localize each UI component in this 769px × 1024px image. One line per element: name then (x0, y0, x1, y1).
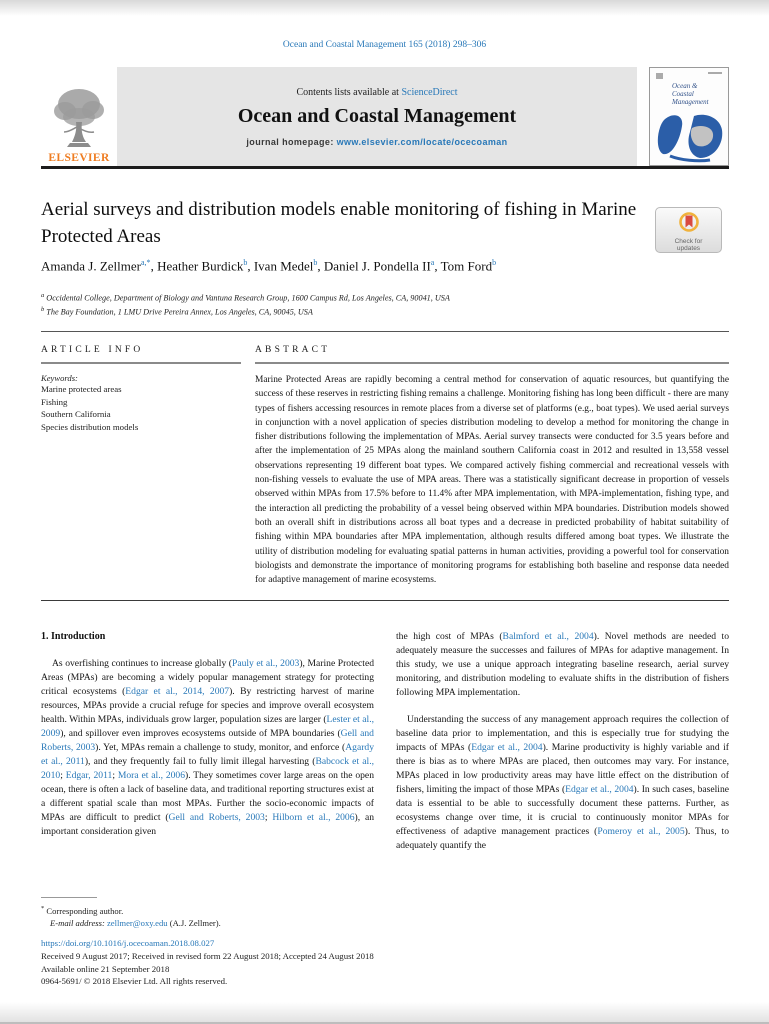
body-column-right (396, 630, 729, 853)
affiliation-line: $^a$ Occidental College, Department of Biology and Vantuna Research Group, 1600 Campus Rd, Los Angeles, CA, 90041, USA (41, 292, 450, 303)
svg-text:Ocean &: Ocean & (672, 82, 698, 90)
email-link[interactable]: zellmer@oxy.edu (106, 917, 168, 928)
author-name[interactable]: Daniel J. Pondella II (323, 258, 431, 274)
sciencedirect-link[interactable]: ScienceDirect (401, 86, 458, 98)
article-info-heading-rule (41, 362, 241, 364)
doi-link[interactable]: https://doi.org/10.1016/j.ocecoaman.2018.08.027 (41, 938, 215, 948)
footnote-rule (41, 897, 97, 898)
footnote-marker: * (41, 905, 45, 912)
check-updates-label (656, 238, 721, 252)
journal-title: Ocean and Coastal Management (237, 104, 517, 127)
email-label: E-mail address: (50, 917, 105, 928)
abstract-bottom-rule (41, 600, 729, 601)
page-top-shadow (0, 0, 769, 16)
abstract-heading-rule (255, 362, 729, 364)
check-for-updates-badge[interactable] (655, 207, 722, 253)
footnote-line1 (41, 903, 374, 917)
keyword-item: Southern California (41, 409, 111, 419)
contents-line (296, 87, 457, 98)
check-updates-icon (678, 211, 700, 233)
author-affiliation-sup: b (243, 258, 248, 267)
keyword-item: Fishing (41, 396, 68, 407)
citation-link[interactable]: Edgar et al., 2004 (471, 742, 543, 753)
citation-link[interactable]: Gell and Roberts, 2003 (168, 812, 265, 823)
citation-link[interactable]: Agardy et al., 2011 (41, 742, 374, 767)
citation-link[interactable]: Balmford et al., 2004 (502, 631, 594, 642)
citation-link[interactable]: Gell and Roberts, 2003 (41, 728, 374, 753)
elsevier-tree-icon (50, 86, 108, 152)
abstract-text: Marine Protected Areas are rapidly becoming a central method for conservation of aquatic resources, but quantifying the success of these reserves in restricting fishing remains a challenge. Monitoring fishing has long been difficult - there are many types of fishers accessing resources in remote places from a diverse set of platforms (e.g., boat types). We used aerial surveys in conjunction with a novel application of species distribution modeling to develop a method for monitoring the change in fisher distributions following the implementation of MPAs. Aerial survey transects were conducted for 3.5 years before and after the implementation of 25 MPAs along the mainland southern California coast in 2012 and resulted in 13,558 vessel observations representing 19 different boat types. We compared actively fishing commercial and recreational vessels with non-fishing vessels to evaluate the use of MPA areas. There was a statistically significant decrease in proportion of vessels observed within MPAs from 17.5% before to 11.4% after MPA implementation, with MPA-implementation, fishing type, and the interaction all predicting the probability of a vessel being observed within MPA boundaries. Distribution models showed both an overall shift in distributions across all boat types and a decrease in predicted probability of habitat suitability of fishing within MPA boundaries after MPA implementation, although results differed among boat types. We illustrate the utility of distribution modeling for evaluating spatial patterns in human activities, providing a powerful tool for conservation biologists and demonstrate the importance of monitoring programs for establishing both baseline and response data needed for adaptive management of marine ecosystems. (255, 375, 729, 586)
citation-link[interactable]: Edgar, 2011 (65, 770, 113, 781)
email-suffix: (A.J. Zellmer). (167, 917, 221, 928)
keyword-item: Marine protected areas (41, 384, 122, 394)
journal-banner (41, 67, 729, 166)
article-info-heading: ARTICLE INFO (41, 345, 144, 355)
svg-text:Coastal: Coastal (672, 90, 694, 98)
section-heading-introduction: 1. Introduction (41, 631, 106, 642)
info-abstract-block (41, 345, 729, 587)
abstract-column (255, 345, 729, 587)
received-dates: Received 9 August 2017; Received in revised form 22 August 2018; Accepted 24 August 2018 (41, 951, 374, 962)
citation-link[interactable]: Mora et al., 2006 (117, 770, 186, 781)
elsevier-logo[interactable] (41, 67, 117, 166)
citation-link[interactable]: Pauly et al., 2003 (232, 658, 300, 669)
affiliation-sup: b (41, 306, 45, 314)
keywords-list (41, 383, 241, 433)
author-affiliation-sup: a,* (141, 258, 151, 267)
issn-copyright: 0964-5691/ © 2018 Elsevier Ltd. All rights reserved. (41, 975, 228, 986)
citation-link[interactable]: Babcock et al., 2010 (41, 756, 374, 781)
author-name[interactable]: Heather Burdick (157, 258, 244, 274)
check-updates-line2: updates (676, 245, 701, 252)
article-title: Aerial surveys and distribution models enable monitoring of fishing in Marine Protected Areas (41, 199, 637, 247)
corresponding-author-footnote (41, 897, 374, 929)
elsevier-wordmark: ELSEVIER (48, 152, 110, 164)
author-affiliation-sup: b (492, 258, 497, 267)
citation-link[interactable]: Pomeroy et al., 2005 (597, 826, 685, 837)
article-info-top-rule (41, 331, 729, 332)
citation-link[interactable]: Edgar et al., 2004 (565, 784, 634, 795)
author-affiliation-sup: b (313, 258, 318, 267)
keyword-item: Species distribution models (41, 421, 139, 432)
homepage-url-link[interactable]: www.elsevier.com/locate/ocecoaman (336, 136, 508, 147)
homepage-label: journal homepage: (246, 136, 337, 147)
intro-paragraph-1-continued: the high cost of MPAs (Balmford et al., 2004). Novel methods are needed to adequately measure the successes and failures of MPAs for adaptive management. In this study, we use a unique approach integrating baseline research, aerial survey monitoring, and distribution modeling to evaluate shifts in the distribution of fishers following MPA implementation. (396, 631, 730, 698)
body-column-left (41, 630, 374, 839)
affiliation-line: $^b$ The Bay Foundation, 1 LMU Drive Pereira Annex, Los Angeles, CA, 90045, USA (41, 306, 313, 317)
keywords-label: Keywords: (41, 373, 78, 383)
article-info-column (41, 345, 241, 587)
available-online: Available online 21 September 2018 (41, 963, 170, 974)
author-name[interactable]: Ivan Medel (253, 258, 314, 274)
corresponding-author-text: Corresponding author. (44, 905, 124, 916)
svg-text:Management: Management (672, 98, 709, 106)
footnote-line2 (41, 917, 374, 929)
contents-prefix: Contents lists available at (296, 86, 402, 98)
article-footer (41, 937, 729, 987)
homepage-line (246, 137, 507, 147)
author-name[interactable]: Amanda J. Zellmer (41, 258, 141, 274)
journal-cover-thumbnail[interactable] (649, 67, 729, 166)
author-list: Amanda J. Zellmer$^{a,*}$, Heather Burdick$^b$, Ivan Medel$^b$, Daniel J. Pondella $II^a$, Tom Ford$^b$ (41, 258, 497, 274)
affiliation-list (41, 290, 729, 318)
intro-paragraph-2: Understanding the success of any management approach requires the collection of baseline data prior to implementation, and this is especially true for studying the impacts of MPAs (Edgar et al., 2004). Marine productivity is highly variable and if there is bias as to where MPAs are placed, then outcomes may vary. For instance, MPAs placed in low productivity areas may have little effect on the distribution of fishers, limiting the impact of those MPAs (Edgar et al., 2004). In such cases, baseline data is essential to be able to successfully document these patterns. Further, as ecosystems change over time, it is crucial to continuously monitor MPAs for effectiveness of adaptive management practices (Pomeroy et al., 2005). Thus, to adequately quantify the (396, 714, 729, 851)
author-affiliation-sup: a (430, 258, 435, 267)
journal-citation-header: Ocean and Coastal Management 165 (2018) 298–306 (282, 40, 487, 50)
banner-center (117, 67, 637, 166)
citation-link[interactable]: Lester et al., 2009 (41, 714, 374, 739)
citation-link[interactable]: Hilborn et al., 2006 (272, 812, 355, 823)
abstract-heading: ABSTRACT (255, 345, 331, 355)
author-name[interactable]: Tom Ford (440, 258, 493, 274)
page-bottom-shadow (0, 1002, 769, 1024)
citation-link[interactable]: Edgar et al., 2014, 2007 (125, 686, 230, 697)
intro-paragraph-1: As overfishing continues to increase globally (Pauly et al., 2003), Marine Protected Areas (MPAs) are becoming a widely popular management strategy for protecting critical ecosystems (Edgar et al., 2014, 2007). By restricting harvest of marine resources, MPAs provide a crucial refuge for species and improve overall ecosystem health. Within MPAs, individuals grow larger, population sizes are larger (Lester et al., 2009), and spillover even improves ecosystems outside of MPA boundaries (Gell and Roberts, 2003). Yet, MPAs remain a challenge to study, monitor, and enforce (Agardy et al., 2011), and they frequently fail to fully limit illegal harvesting (Babcock et al., 2010; Edgar, 2011; Mora et al., 2006). They sometimes cover large areas on the open ocean, there is often a lack of baseline data, and traditional reporting structures exist at a different spatial scale than most MPAs. Further the socio-economic impacts of MPAs are difficult to predict (Gell and Roberts, 2003; Hilborn et al., 2006), an important consideration given (41, 658, 374, 837)
journal-cover-art (650, 68, 728, 165)
header-divider-rule (41, 166, 729, 169)
check-updates-line1: Check for (674, 238, 703, 245)
affiliation-sup: a (41, 292, 45, 299)
